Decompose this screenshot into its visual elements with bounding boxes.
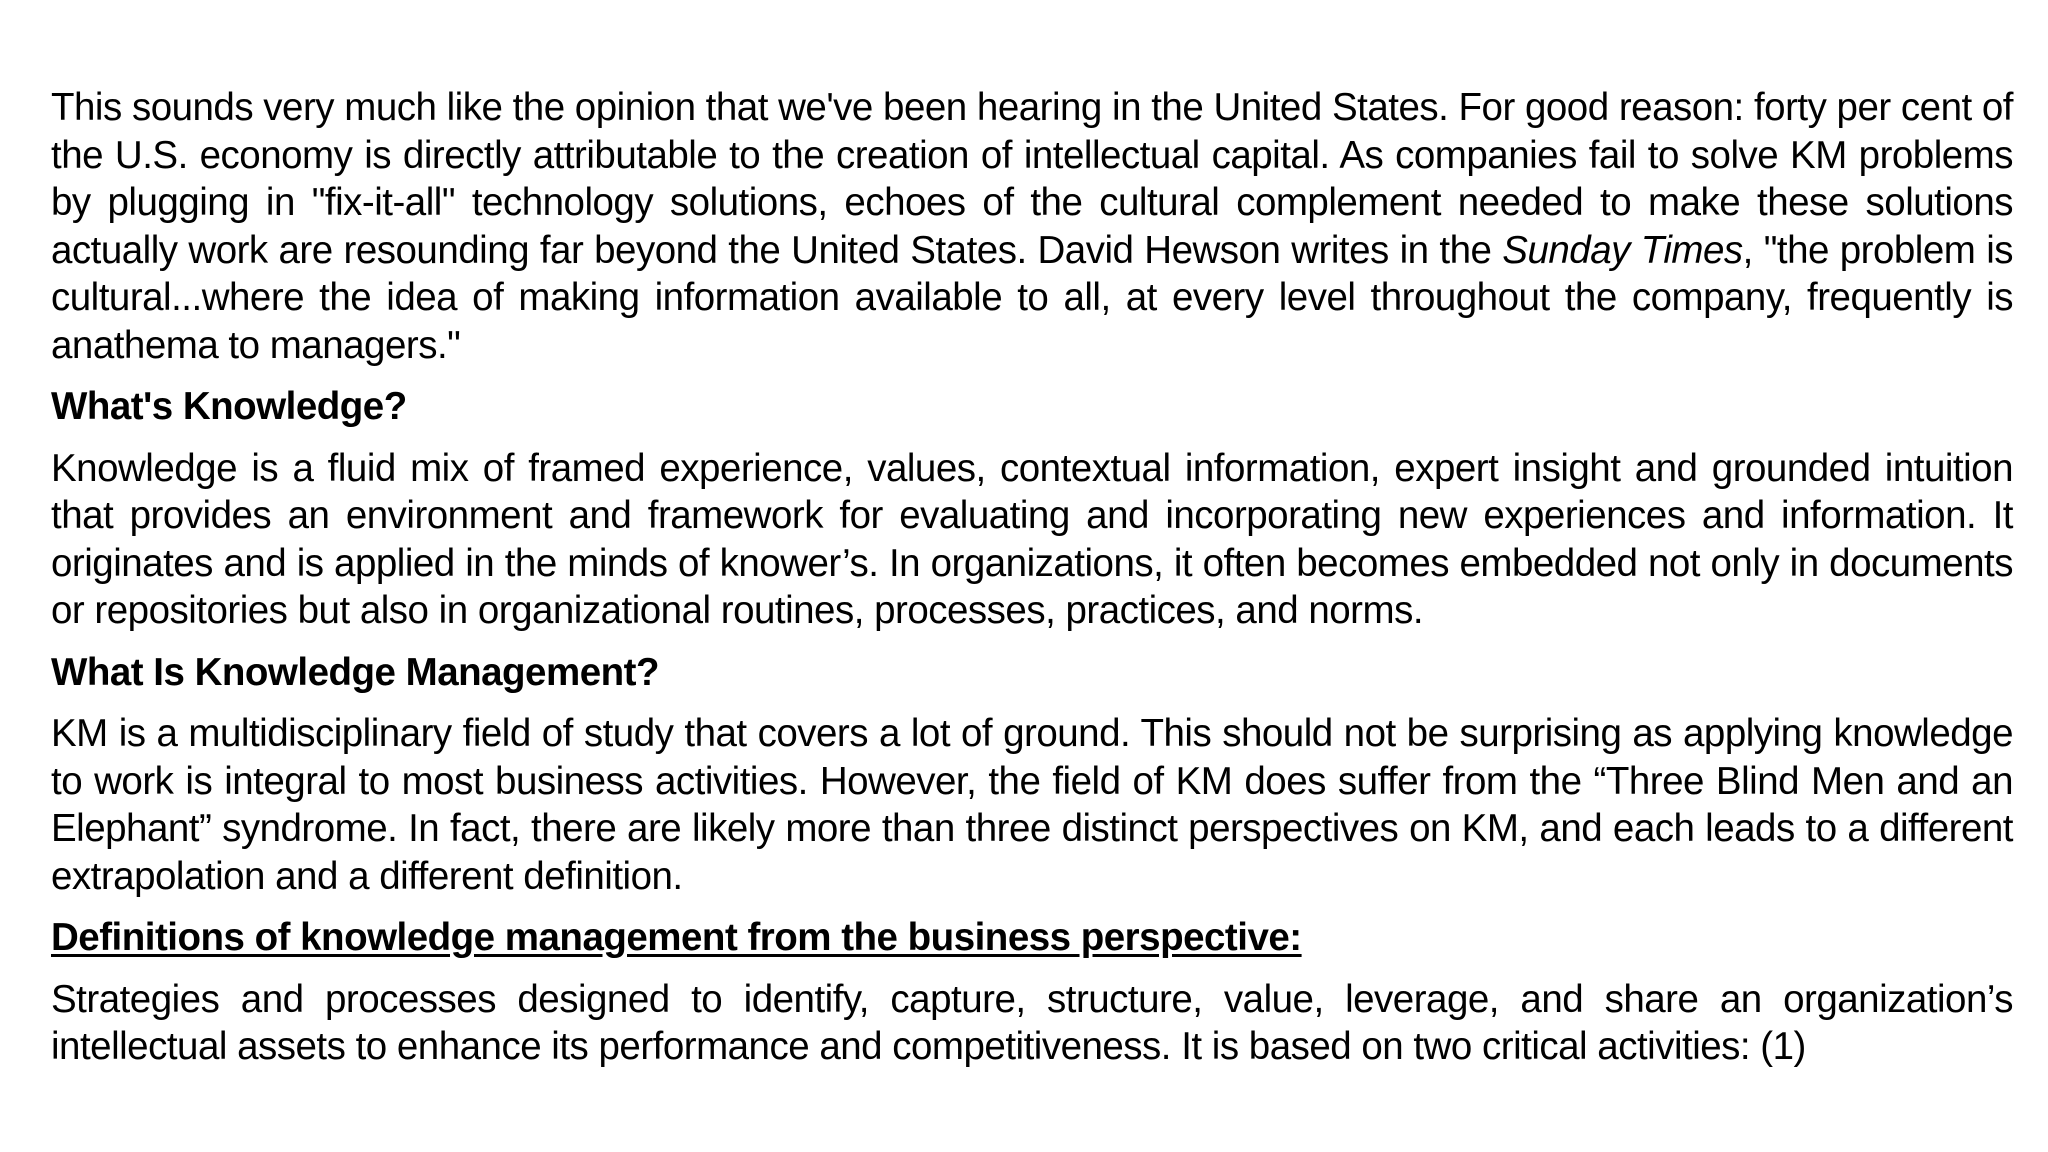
intro-paragraph-text-start: This sounds very much like the opinion that we've been hearing in the United States. For good reason: forty per cent of the U.S. economy is directly attributable to the creation of intellectual capital. As companies fail to solve KM problems by plugging in "fix-it-all" technology solutions, echoes of the cultural complement needed to make these solutions actually work are resounding far beyond the United States. David Hewson writes in the bbox=[51, 86, 2013, 272]
heading-whats-knowledge: What's Knowledge? bbox=[51, 385, 407, 428]
publication-name: Sunday Times bbox=[1502, 228, 1743, 272]
business-definition-paragraph: Strategies and processes designed to identify, capture, structure, value, leverage, and share an organization’s intellectual assets to enhance its performance and competitiveness. It is based on two critical activities: (1) bbox=[51, 977, 2013, 1068]
knowledge-definition-paragraph: Knowledge is a fluid mix of framed experience, values, contextual information, expert insight and grounded intuition that provides an environment and framework for evaluating and incorporating new experiences and information. It originates and is applied in the minds of knower’s. In organizations, it often becomes embedded not only in documents or repositories but also in organizational routines, processes, practices, and norms. bbox=[51, 446, 2013, 632]
document-page bbox=[51, 84, 2013, 1085]
intro-paragraph bbox=[51, 84, 2013, 369]
heading-what-is-km: What Is Knowledge Management? bbox=[51, 650, 659, 694]
km-description-paragraph: KM is a multidisciplinary field of study that covers a lot of ground. This should not be surprising as applying knowledge to work is integral to most business activities. However, the field of KM does suffer from the “Three Blind Men and an Elephant” syndrome. In fact, there are likely more than three distinct perspectives on KM, and each leads to a different extrapolation and a different definition. bbox=[51, 712, 2013, 898]
heading-business-definitions: Definitions of knowledge management from the business perspective: bbox=[51, 916, 1302, 959]
intro-paragraph-text-end: , "the problem is cultural...where the idea of making information available to all, at every level throughout the company, frequently is anathema to managers." bbox=[51, 228, 2013, 367]
